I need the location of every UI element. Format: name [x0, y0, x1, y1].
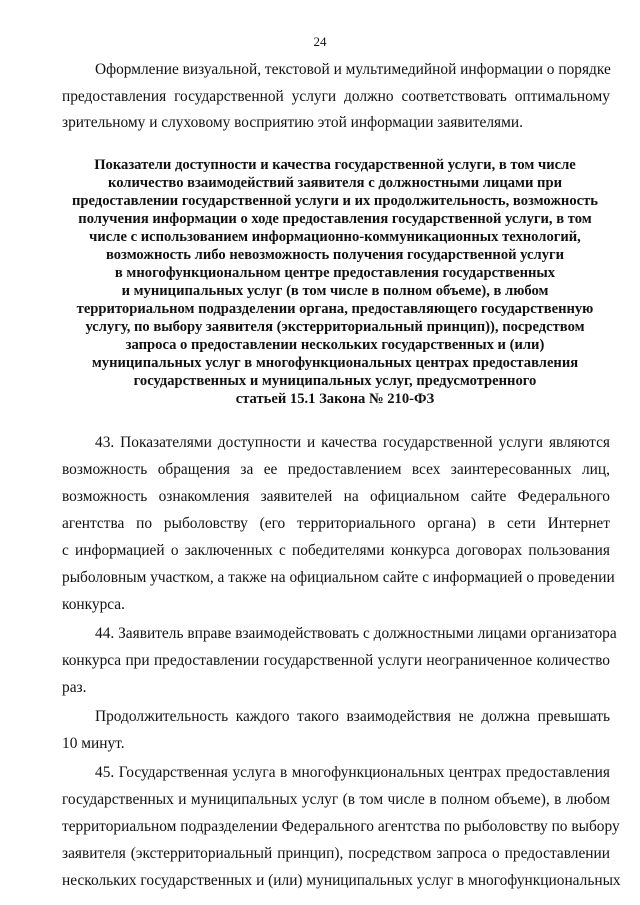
text-line: возможность ознакомления заявителей на официальном сайте Федерального: [62, 488, 610, 505]
text-line: конкурса.: [62, 596, 125, 613]
text-line: Продолжительность каждого такого взаимодействия не должна превышать: [95, 708, 610, 725]
heading-line: в многофункциональном центре предоставления государственных: [114, 265, 556, 281]
heading-line: и муниципальных услуг (в том числе в полном объеме), в любом: [121, 283, 549, 299]
text-line: с информацией о заключенных с победителями конкурса договорах пользования: [62, 542, 610, 559]
heading-line: количество взаимодействий заявителя с должностными лицами при: [107, 175, 562, 191]
heading-line: возможность либо невозможность получения государственной услуги: [105, 247, 565, 263]
text-line: территориальном подразделении Федерального агентства по рыболовству по выбору: [62, 818, 620, 835]
heading-line: статьей 15.1 Закона № 210-ФЗ: [235, 391, 435, 407]
heading-line: получения информации о ходе предоставления государственной услуги, в том: [78, 211, 592, 227]
heading-line: муниципальных услуг в многофункциональных центрах предоставления: [91, 355, 579, 371]
heading-line: услугу, по выбору заявителя (экстерриториальный принцип)), посредством: [85, 319, 585, 335]
text-line: возможность обращения за ее предоставлением всех заинтересованных лиц,: [62, 461, 610, 478]
heading-line: предоставлении государственной услуги и их продолжительность, возможность: [72, 193, 598, 209]
heading-line: территориальном подразделении органа, предоставляющего государственную: [76, 301, 594, 317]
text-line: государственных и муниципальных услуг (в том числе в полном объеме), в любом: [62, 791, 610, 808]
heading-line: государственных и муниципальных услуг, предусмотренного: [133, 373, 537, 389]
text-line: Оформление визуальной, текстовой и мультимедийной информации о порядке: [95, 61, 611, 78]
text-line: предоставления государственной услуги должно соответствовать оптимальному: [62, 88, 610, 105]
text-line: 43. Показателями доступности и качества государственной услуги являются: [95, 434, 610, 451]
text-line: раз.: [62, 679, 87, 696]
heading-line: числе с использованием информационно-коммуникационных технологий,: [89, 229, 581, 245]
heading-line: запроса о предоставлении нескольких государственных и (или): [125, 337, 545, 353]
text-line: рыболовным участком, а также на официальном сайте с информацией о проведении: [62, 569, 615, 586]
page-number: 24: [313, 34, 327, 49]
text-line: 10 минут.: [62, 735, 125, 752]
text-line: зрительному и слуховому восприятию этой информации заявителями.: [62, 114, 523, 131]
text-line: 45. Государственная услуга в многофункциональных центрах предоставления: [95, 764, 610, 781]
text-line: агентства по рыболовству (его территориального органа) в сети Интернет: [62, 515, 610, 532]
text-line: заявителя (экстерриториальный принцип), посредством запроса о предоставлении: [62, 845, 610, 862]
text-line: 44. Заявитель вправе взаимодействовать с должностными лицами организатора: [95, 625, 617, 642]
heading-line: Показатели доступности и качества государственной услуги, в том числе: [94, 157, 576, 173]
text-line: нескольких государственных и (или) муниципальных услуг в многофункциональных: [62, 872, 621, 889]
text-line: конкурса при предоставлении государственной услуги неограниченное количество: [62, 652, 610, 669]
